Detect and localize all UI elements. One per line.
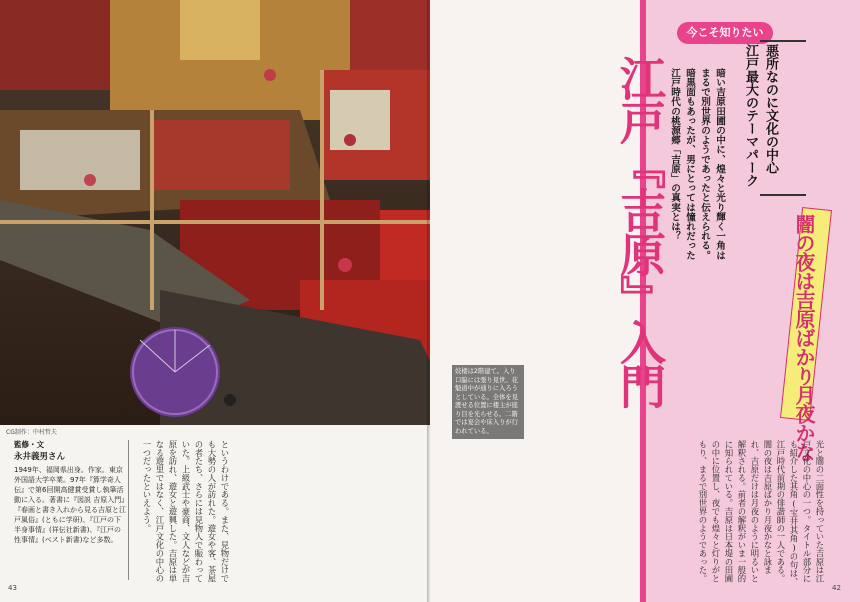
author-name: 永井義男さん	[14, 452, 66, 462]
body-text-left: というわけである。また、見物だけでも大勢の人が訪れた。遊女や客、茶屋の者たち、さらには見物人で賑わっていた。上級武士や豪商、文人などが吉原を訪れ、遊女と遊興した。吉原は単なる遊里ではなく、江戸文化の中心の一つだったといえよう。	[142, 440, 230, 583]
author-byline	[14, 440, 126, 545]
lead-line-3: 暗黒面もあったが、男にとっては憧れだった	[684, 68, 695, 260]
lead-line-2: まるで別世界のようであったと伝えられる。	[699, 68, 710, 260]
byline-head: 監修・文	[14, 440, 44, 449]
subtitle: 闇の夜は吉原ばかり月夜かな	[792, 214, 816, 461]
lead-line-1: 暗い吉原田圃の中に、煌々と光り輝く一角は	[714, 68, 725, 260]
body-text-right: 光と闇の二面性を持っていた吉原は江戸文化の中心の一つ。タイトル部分にも紹介した其角(宝井其角)の句は、江戸時代前期の俳諧師の一人である。闇の夜は吉原ばかり月夜かなと詠まれ、吉原だけは月夜のように明るいと解釈される。前者の解釈がいま一般的に知られている。吉原は日本堤の田圃の中に位置し、夜でも煌々と灯りがともり、まるで別世界のようであった。	[698, 440, 825, 586]
page-number-right: 42	[832, 584, 841, 592]
page-number-left: 43	[8, 584, 17, 592]
hook-line-1: 悪所なのに文化の中心	[763, 44, 778, 174]
section-tag: 今こそ知りたい	[677, 22, 773, 44]
yoshiwara-diorama-photo	[0, 0, 430, 425]
diorama-illustration	[0, 0, 430, 425]
photo-caption: 妓楼は2階建て。入り口脇には張り見世。花魁道中が通りに入ろうとしている。全体を見渡せる位置に楼主が座り目を光らせる。二階では宴会や床入りが行われている。	[452, 365, 524, 439]
article-title: 江戸『吉原』入門	[613, 55, 667, 407]
divider	[128, 440, 129, 580]
gutter-shadow	[427, 0, 433, 602]
lead-line-4: 江戸時代の桃源郷「吉原」の真実とは？	[669, 68, 680, 241]
photo-credit: CG制作：中村哲夫	[6, 429, 57, 436]
hook-line-2: 江戸最大のテーマパーク	[743, 44, 758, 187]
author-bio: 1949年、福岡県出身。作家。東京外国語大学卒業。97年『算学奇人伝』で第6回開高健賞受賞し執筆活動に入る。著書に『図説 吉原入門』『春画と書き入れから見る吉原と江戸風俗』(ともに学研)、『江戸の下半身事情』(祥伝社新書)、『江戸の性事情』(ベスト新書)など多数。	[14, 466, 126, 544]
